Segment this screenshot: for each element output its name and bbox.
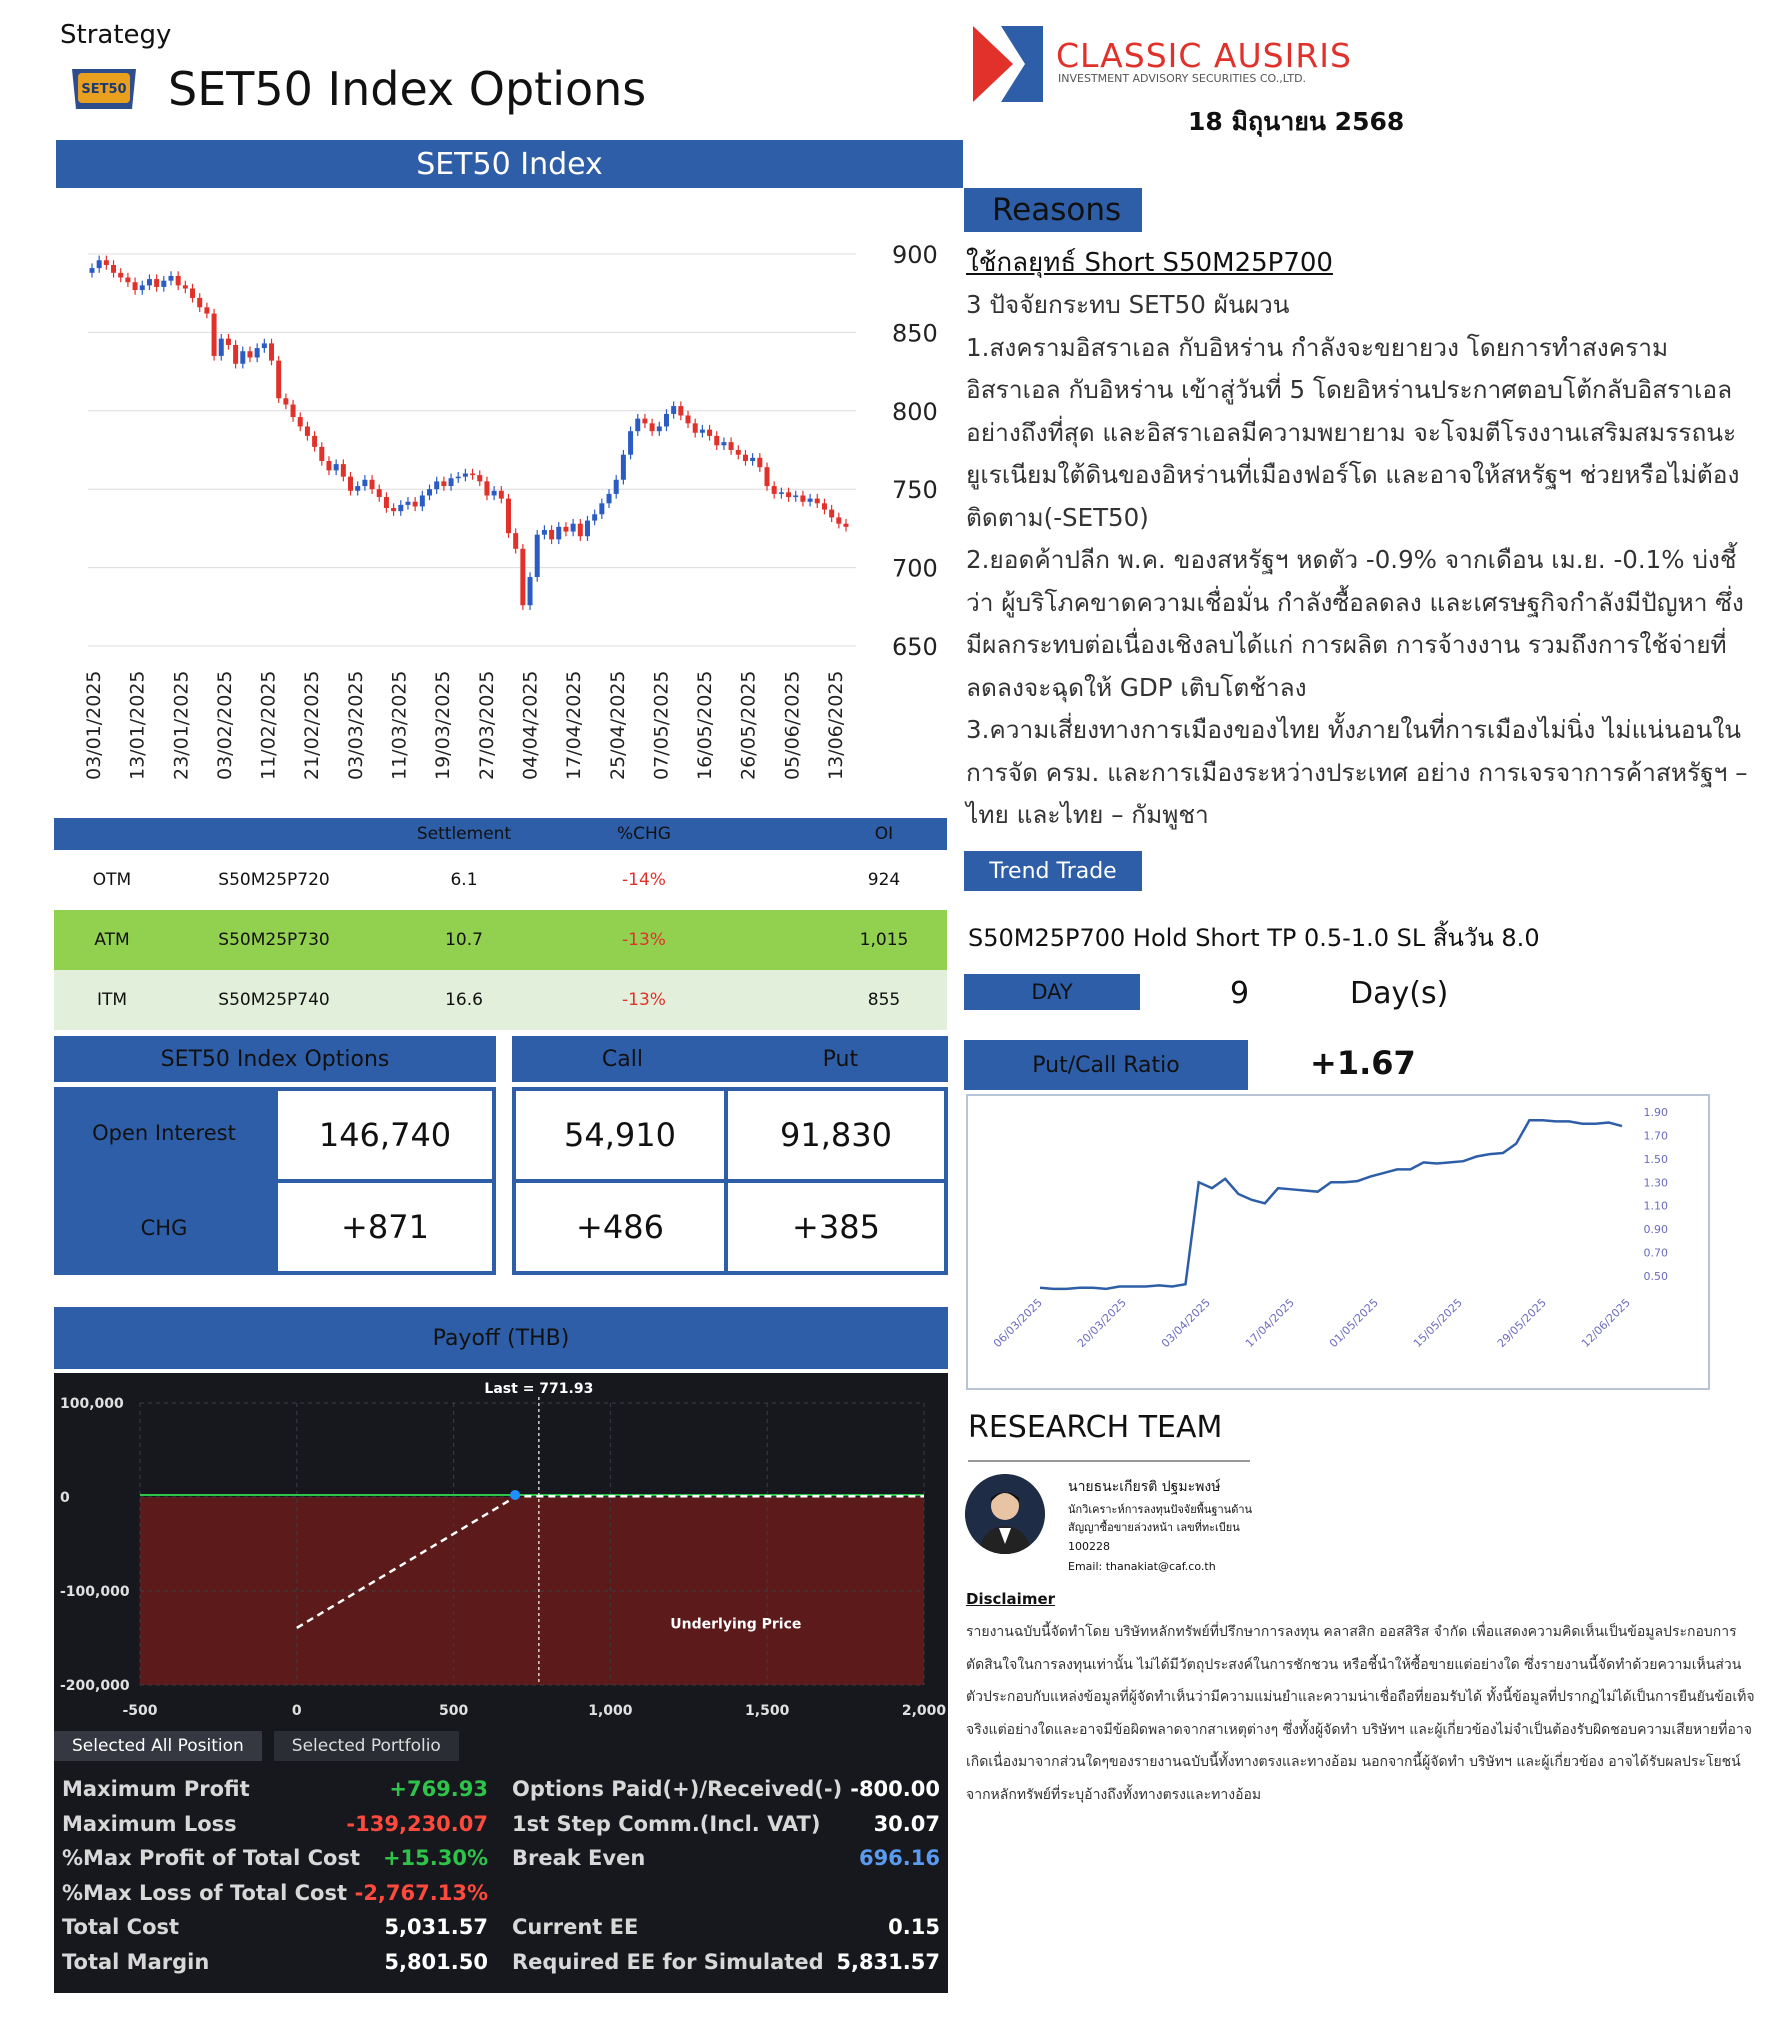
y-tick-label: 1.30 bbox=[1643, 1176, 1668, 1190]
candle-body bbox=[168, 276, 173, 281]
y-tick-label: 1.90 bbox=[1643, 1106, 1668, 1119]
x-tick-label: 21/02/2025 bbox=[301, 670, 324, 780]
tab-selected-all-position[interactable]: Selected All Position bbox=[54, 1731, 262, 1761]
trend-trade-tag: Trend Trade bbox=[964, 851, 1142, 891]
put-chg-value: +385 bbox=[728, 1183, 944, 1271]
x-tick-label: 500 bbox=[438, 1703, 469, 1719]
candle-body bbox=[154, 279, 159, 287]
candle-body bbox=[255, 348, 260, 357]
stat-label: Maximum Loss bbox=[62, 1811, 237, 1836]
candle-body bbox=[161, 281, 166, 287]
tab-selected-portfolio[interactable]: Selected Portfolio bbox=[274, 1731, 459, 1761]
table-row-atm bbox=[54, 910, 947, 970]
stat-row bbox=[54, 1773, 948, 1808]
candle-body bbox=[176, 276, 181, 285]
candle-body bbox=[125, 278, 130, 283]
candle-body bbox=[650, 423, 655, 431]
candle-body bbox=[678, 406, 683, 415]
row-settlement: 10.7 bbox=[445, 930, 483, 950]
stat-value: -2,767.13% bbox=[354, 1880, 488, 1905]
candle-body bbox=[362, 480, 367, 486]
stat-value: -139,230.07 bbox=[346, 1811, 488, 1836]
stat-value: 5,031.57 bbox=[384, 1915, 488, 1939]
x-tick-label: 07/05/2025 bbox=[650, 670, 673, 780]
x-tick-label: 29/05/2025 bbox=[1494, 1296, 1549, 1351]
day-unit: Day(s) bbox=[1350, 976, 1449, 1011]
stat-value: 30.07 bbox=[873, 1811, 940, 1836]
chg-label: CHG bbox=[140, 1216, 188, 1240]
y-tick-label: 0 bbox=[60, 1490, 70, 1506]
total-oi-value: 146,740 bbox=[278, 1091, 492, 1179]
candle-body bbox=[765, 467, 770, 486]
candle-body bbox=[549, 530, 554, 539]
candle-body bbox=[571, 524, 576, 532]
candle-body bbox=[757, 458, 762, 467]
candle-body bbox=[772, 486, 777, 494]
pcr-series-line bbox=[1040, 1120, 1622, 1289]
research-team-title: RESEARCH TEAM bbox=[968, 1410, 1223, 1445]
put-call-ratio-tag: Put/Call Ratio bbox=[964, 1040, 1248, 1090]
y-tick-label: 0.70 bbox=[1643, 1246, 1668, 1260]
candle-body bbox=[477, 475, 482, 481]
x-tick-label: 03/02/2025 bbox=[213, 670, 236, 780]
set50-logo-icon bbox=[68, 65, 140, 113]
row-chg: -13% bbox=[622, 990, 666, 1010]
row-oi: 924 bbox=[867, 870, 901, 890]
set50-candlestick-chart bbox=[56, 200, 966, 790]
candle-body bbox=[657, 426, 662, 431]
candle-body bbox=[305, 426, 310, 435]
stat-value: +15.30% bbox=[382, 1846, 488, 1870]
candle-body bbox=[441, 481, 446, 486]
candle-body bbox=[528, 577, 533, 605]
candle-body bbox=[240, 351, 245, 364]
research-divider bbox=[968, 1460, 1250, 1462]
row-series: S50M25P740 bbox=[218, 990, 330, 1010]
x-tick-label: 26/05/2025 bbox=[737, 670, 760, 780]
analyst-avatar bbox=[965, 1474, 1045, 1554]
stat-label: %Max Loss of Total Cost bbox=[62, 1880, 348, 1905]
x-tick-label: 12/06/2025 bbox=[1578, 1296, 1633, 1351]
analyst-reg-no: 100228 bbox=[1068, 1540, 1110, 1553]
candle-body bbox=[90, 268, 95, 273]
candle-body bbox=[628, 431, 633, 455]
y-tick-label: 650 bbox=[892, 633, 938, 661]
stat-value: 5,801.50 bbox=[384, 1949, 488, 1974]
payoff-tabs bbox=[54, 1731, 471, 1761]
candle-body bbox=[743, 455, 748, 461]
oi-total-grid bbox=[54, 1087, 496, 1275]
x-tick-label: 17/04/2025 bbox=[1242, 1296, 1297, 1351]
y-tick-label: 100,000 bbox=[60, 1396, 124, 1412]
candle-body bbox=[190, 288, 195, 297]
call-oi-value: 54,910 bbox=[516, 1091, 724, 1179]
x-tick-label: 03/01/2025 bbox=[83, 670, 105, 780]
disclaimer-title: Disclaimer bbox=[966, 1590, 1056, 1608]
stat-label: Total Cost bbox=[62, 1915, 180, 1939]
table-row-otm bbox=[54, 850, 947, 910]
x-tick-label: 13/01/2025 bbox=[126, 670, 149, 780]
x-tick-label: 25/04/2025 bbox=[606, 670, 629, 780]
call-put-heading bbox=[512, 1036, 948, 1082]
analyst-email[interactable]: Email: thanakiat@caf.co.th bbox=[1068, 1560, 1216, 1573]
candle-body bbox=[513, 533, 518, 549]
reasons-text: 3 ปัจจัยกระทบ SET50 ผันผวน 1.สงครามอิสราเอล กับอิหร่าน กำลังจะขยายวง โดยการทำสงคราม อิสราเอล กับอิหร่าน เข้าสู่วันที่ 5 โดยอิหร่านประกาศตอบโต้กลับอิสราเอล อย่างถึงที่สุด และอิสราเอลมีความพยายาม จะโจมตีโรงงานเสริมสมรรถนะ ยูเรเนียมใต้ดินของอิหร่านที่เมืองฟอร์โด และอาจให้สหรัฐฯ ช่วยหรือไม่ต้อง ติดตาม(-SET50) 2.ยอดค้าปลีก พ.ค. ของสหรัฐฯ หดตัว -0.9% จากเดือน เม.ย. -0.1% บ่งชี้ ว่า ผู้บริโภคขาดความเชื่อมั่น กำลังซื้อลดลง และเศรษฐกิจกำลังมีปัญหา ซึ่ง มีผลกระทบต่อเนื่องเชิงลบได้แก่ การผลิต การจ้างงาน รวมถึงการใช้จ่ายที่ ลดลงจะฉุดให้ GDP เติบโตช้าลง 3.ความเสี่ยงทางการเมืองของไทย ทั้งภายในที่การเมืองไม่นิ่ง ไม่แน่นอนใน การจัด ครม. และการเมืองระหว่างประเทศ อย่าง การเจรจาการค้าสหรัฐฯ – ไทย และไทย – กัมพูชา bbox=[966, 290, 1748, 829]
x-tick-label: 11/02/2025 bbox=[257, 670, 280, 780]
y-tick-label: -200,000 bbox=[60, 1678, 130, 1694]
analyst-role-2: สัญญาซื้อขายล่วงหน้า เลขที่ทะเบียน bbox=[1068, 1521, 1240, 1534]
candle-body bbox=[585, 521, 590, 537]
y-tick-label: 1.50 bbox=[1643, 1152, 1668, 1166]
x-tick-label: 01/05/2025 bbox=[1326, 1296, 1381, 1351]
candle-body bbox=[506, 499, 511, 533]
x-tick-label: 17/04/2025 bbox=[563, 670, 586, 780]
candle-body bbox=[449, 478, 454, 486]
candle-body bbox=[470, 474, 475, 476]
stat-label: Maximum Profit bbox=[62, 1777, 250, 1801]
row-type: OTM bbox=[92, 870, 132, 890]
stat-value: -800.00 bbox=[850, 1777, 940, 1801]
put-call-ratio-value: +1.67 bbox=[1310, 1044, 1416, 1082]
col-chg: %CHG bbox=[617, 824, 671, 844]
logo-text: SET50 bbox=[81, 82, 127, 97]
candle-body bbox=[542, 530, 547, 535]
candle-body bbox=[377, 489, 382, 497]
candle-body bbox=[714, 436, 719, 445]
candle-body bbox=[420, 495, 425, 506]
candle-body bbox=[370, 480, 375, 489]
stat-label: Current EE bbox=[512, 1915, 639, 1939]
candle-body bbox=[700, 430, 705, 433]
candle-body bbox=[104, 260, 109, 265]
x-tick-label: 23/01/2025 bbox=[170, 670, 193, 780]
candle-body bbox=[348, 477, 353, 491]
candle-body bbox=[614, 480, 619, 494]
candle-body bbox=[391, 508, 396, 511]
brand-name: CLASSIC AUSIRIS bbox=[1056, 36, 1352, 75]
page-title: SET50 Index Options bbox=[168, 62, 647, 116]
y-tick-label: 0.50 bbox=[1643, 1270, 1668, 1283]
x-tick-label: 05/06/2025 bbox=[781, 670, 804, 780]
total-chg-value: +871 bbox=[278, 1183, 492, 1271]
candle-body bbox=[635, 419, 640, 432]
payoff-chart bbox=[54, 1373, 948, 1723]
stat-label: %Max Profit of Total Cost bbox=[62, 1846, 360, 1870]
candle-body bbox=[808, 499, 813, 502]
candle-body bbox=[607, 494, 612, 503]
y-tick-label: 1.70 bbox=[1643, 1129, 1668, 1143]
y-tick-label: 750 bbox=[892, 476, 938, 505]
candle-body bbox=[133, 282, 138, 290]
candle-body bbox=[247, 351, 252, 357]
x-tick-label: 19/03/2025 bbox=[432, 670, 455, 780]
candle-body bbox=[97, 260, 102, 268]
classic-ausiris-logo-icon bbox=[973, 26, 1043, 102]
options-table-header bbox=[54, 818, 947, 850]
x-tick-label: 2,000 bbox=[901, 1703, 947, 1719]
candle-body bbox=[800, 495, 805, 501]
candle-body bbox=[427, 489, 432, 495]
candle-body bbox=[398, 505, 403, 511]
put-oi-value: 91,830 bbox=[728, 1091, 944, 1179]
stat-value: 0.15 bbox=[888, 1915, 940, 1939]
candle-body bbox=[269, 343, 274, 360]
row-type: ITM bbox=[96, 990, 128, 1010]
row-series: S50M25P720 bbox=[218, 870, 330, 890]
candle-body bbox=[434, 481, 439, 489]
row-chg: -14% bbox=[622, 870, 666, 890]
report-date: 18 มิถุนายน 2568 bbox=[1188, 107, 1405, 136]
candle-body bbox=[499, 491, 504, 499]
candle-body bbox=[786, 492, 791, 497]
day-tag: DAY bbox=[964, 974, 1140, 1010]
candle-body bbox=[226, 339, 231, 345]
candle-body bbox=[686, 416, 691, 424]
row-series: S50M25P730 bbox=[218, 930, 330, 950]
candle-body bbox=[147, 279, 152, 285]
options-table bbox=[54, 818, 947, 1030]
y-tick-label: -100,000 bbox=[60, 1584, 130, 1600]
row-chg: -13% bbox=[622, 930, 666, 950]
x-tick-label: 13/06/2025 bbox=[825, 670, 847, 780]
open-interest-label: Open Interest bbox=[92, 1121, 236, 1145]
stat-row bbox=[54, 1946, 948, 1981]
x-tick-label: 11/03/2025 bbox=[388, 670, 411, 780]
last-price-label: Last = 771.93 bbox=[484, 1381, 594, 1397]
candle-body bbox=[815, 499, 820, 504]
x-tick-label: 1,500 bbox=[745, 1703, 790, 1719]
candle-body bbox=[592, 514, 597, 520]
stat-row bbox=[54, 1842, 948, 1877]
put-call-ratio-chart bbox=[968, 1096, 1708, 1388]
row-oi: 1,015 bbox=[859, 930, 909, 950]
candle-body bbox=[578, 524, 583, 537]
candle-body bbox=[183, 285, 188, 288]
candle-body bbox=[621, 455, 626, 480]
stat-value: 5,831.57 bbox=[836, 1949, 940, 1974]
candle-body bbox=[463, 474, 468, 477]
analyst-role: นักวิเคราะห์การลงทุนปัจจัยพื้นฐานด้าน bbox=[1068, 1503, 1253, 1516]
candle-body bbox=[844, 524, 849, 527]
candle-body bbox=[456, 477, 461, 479]
strategy-label: Strategy bbox=[60, 20, 172, 50]
candle-body bbox=[341, 464, 346, 477]
candle-body bbox=[829, 510, 834, 518]
candle-body bbox=[822, 503, 827, 509]
set50-chart-title: SET50 Index bbox=[56, 140, 963, 188]
payoff-panel bbox=[54, 1373, 948, 1993]
table-row-itm bbox=[54, 970, 947, 1030]
row-type: ATM bbox=[94, 930, 130, 950]
stat-value: 696.16 bbox=[858, 1846, 940, 1870]
put-call-ratio-chart-box bbox=[966, 1094, 1710, 1390]
x-axis-label: Underlying Price bbox=[670, 1616, 802, 1633]
x-tick-label: -500 bbox=[122, 1703, 158, 1719]
candle-body bbox=[693, 423, 698, 432]
day-value: 9 bbox=[1230, 976, 1250, 1011]
reasons-tag: Reasons bbox=[964, 188, 1142, 232]
candle-body bbox=[413, 502, 418, 507]
y-tick-label: 800 bbox=[892, 397, 938, 426]
col-oi: OI bbox=[874, 824, 894, 844]
candle-body bbox=[836, 517, 841, 523]
stat-label: Total Margin bbox=[62, 1949, 210, 1974]
x-tick-label: 20/03/2025 bbox=[1074, 1296, 1129, 1351]
candle-body bbox=[212, 314, 217, 356]
stat-row bbox=[54, 1911, 948, 1946]
candle-body bbox=[298, 417, 303, 426]
candle-body bbox=[204, 307, 209, 313]
candle-body bbox=[779, 492, 784, 494]
y-tick-label: 850 bbox=[892, 319, 938, 348]
candle-body bbox=[219, 339, 224, 356]
x-tick-label: 03/03/2025 bbox=[344, 670, 367, 780]
candle-body bbox=[671, 406, 676, 414]
candle-body bbox=[736, 450, 741, 455]
stat-value: +769.93 bbox=[389, 1777, 488, 1801]
candle-body bbox=[111, 265, 116, 273]
oi-summary-heading: SET50 Index Options bbox=[54, 1036, 496, 1082]
candle-body bbox=[283, 398, 288, 404]
payoff-stats bbox=[54, 1773, 948, 1980]
put-label: Put bbox=[822, 1046, 859, 1072]
brand-subtitle: INVESTMENT ADVISORY SECURITIES CO.,LTD. bbox=[1058, 72, 1307, 85]
stat-row bbox=[54, 1877, 948, 1912]
person-icon bbox=[965, 1474, 1045, 1554]
x-tick-label: 27/03/2025 bbox=[475, 670, 498, 780]
payoff-heading: Payoff (THB) bbox=[54, 1307, 948, 1369]
x-tick-label: 15/05/2025 bbox=[1410, 1296, 1465, 1351]
break-even-marker bbox=[510, 1490, 520, 1500]
candle-body bbox=[118, 273, 123, 278]
row-settlement: 16.6 bbox=[445, 990, 483, 1010]
candle-body bbox=[484, 481, 489, 495]
candle-body bbox=[599, 503, 604, 514]
stat-label: Options Paid(+)/Received(-) bbox=[512, 1777, 843, 1801]
candle-body bbox=[405, 502, 410, 505]
oi-call-put-grid bbox=[512, 1087, 948, 1275]
candle-body bbox=[312, 436, 317, 447]
candle-body bbox=[262, 343, 267, 348]
y-tick-label: 700 bbox=[892, 554, 938, 583]
y-tick-label: 900 bbox=[892, 241, 938, 269]
candle-body bbox=[520, 549, 525, 605]
stat-label: 1st Step Comm.(Incl. VAT) bbox=[512, 1811, 821, 1836]
row-oi: 855 bbox=[867, 990, 901, 1010]
candle-body bbox=[750, 458, 755, 461]
stat-row bbox=[54, 1808, 948, 1843]
analyst-name: นายธนะเกียรติ ปฐมะพงษ์ bbox=[1068, 1479, 1221, 1495]
candle-body bbox=[384, 497, 389, 508]
candle-body bbox=[355, 486, 360, 491]
trade-recommendation: S50M25P700 Hold Short TP 0.5-1.0 SL สิ้นวัน 8.0 bbox=[968, 924, 1540, 952]
candle-body bbox=[326, 461, 331, 470]
stat-label: Break Even bbox=[512, 1846, 646, 1870]
call-label: Call bbox=[601, 1046, 643, 1072]
x-tick-label: 16/05/2025 bbox=[694, 670, 717, 780]
candle-body bbox=[642, 419, 647, 424]
x-tick-label: 04/04/2025 bbox=[519, 670, 542, 780]
candle-body bbox=[276, 361, 281, 399]
row-settlement: 6.1 bbox=[450, 870, 478, 890]
candle-body bbox=[291, 405, 296, 418]
candle-body bbox=[319, 447, 324, 461]
stat-label: Required EE for Simulated bbox=[512, 1949, 824, 1974]
x-tick-label: 0 bbox=[291, 1703, 302, 1719]
candle-body bbox=[729, 442, 734, 450]
candle-body bbox=[563, 527, 568, 532]
y-tick-label: 1.10 bbox=[1643, 1199, 1668, 1213]
candle-body bbox=[664, 414, 669, 427]
col-settlement: Settlement bbox=[416, 824, 512, 844]
candle-body bbox=[721, 442, 726, 445]
candle-body bbox=[197, 298, 202, 307]
x-tick-label: 1,000 bbox=[588, 1703, 633, 1719]
y-tick-label: 0.90 bbox=[1643, 1223, 1668, 1237]
strategy-line: ใช้กลยุทธ์ Short S50M25P700 bbox=[966, 248, 1333, 278]
x-tick-label: 03/04/2025 bbox=[1158, 1296, 1213, 1351]
candle-body bbox=[535, 535, 540, 577]
candle-body bbox=[233, 345, 238, 364]
candle-body bbox=[793, 495, 798, 497]
candle-body bbox=[492, 491, 497, 496]
call-chg-value: +486 bbox=[516, 1183, 724, 1271]
disclaimer-text: รายงานฉบับนี้จัดทำโดย บริษัทหลักทรัพย์ที่ปรึกษาการลงทุน คลาสสิก ออสสิริส จำกัด เพื่อแสดงความคิดเห็นเป็นข้อมูลประกอบการตัดสินใจในการลงทุนเท่านั้น ไม่ได้มีวัตถุประสงค์ในการชักชวน หรือชี้นำให้ซื้อขายแต่อย่างใด ซึ่งรายงานนี้จัดทำด้วยความเห็นส่วนตัวประกอบกับแหล่งข้อมูลที่ผู้จัดทำเห็นว่ามีความแม่นยำและความน่าเชื่อถือที่ยอมรับได้ ทั้งนี้ข้อมูลที่ปรากฏไม่ได้เป็นการยืนยันข้อเท็จจริงแต่อย่างใดและอาจมีข้อผิดพลาดจากสาเหตุต่างๆ ซึ่งทั้งผู้จัดทำ บริษัทฯ และผู้เกี่ยวข้องไม่จำเป็นต้องรับผิดชอบความเสียหายที่อาจ เกิดเนื่องมาจากส่วนใดๆของรายงานฉบับนี้ทั้งทางตรงและทางอ้อม นอกจากนี้ผู้จัดทำ บริษัทฯ และผู้เกี่ยวข้อง อาจได้รับผลประโยชน์จากหลักทรัพย์ที่ระบุอ้างถึงทั้งทางตรงและทางอ้อม bbox=[966, 1624, 1755, 1803]
candle-body bbox=[334, 464, 339, 470]
x-tick-label: 06/03/2025 bbox=[990, 1296, 1045, 1351]
candle-body bbox=[556, 527, 561, 540]
candle-body bbox=[707, 430, 712, 436]
candle-body bbox=[140, 285, 145, 290]
